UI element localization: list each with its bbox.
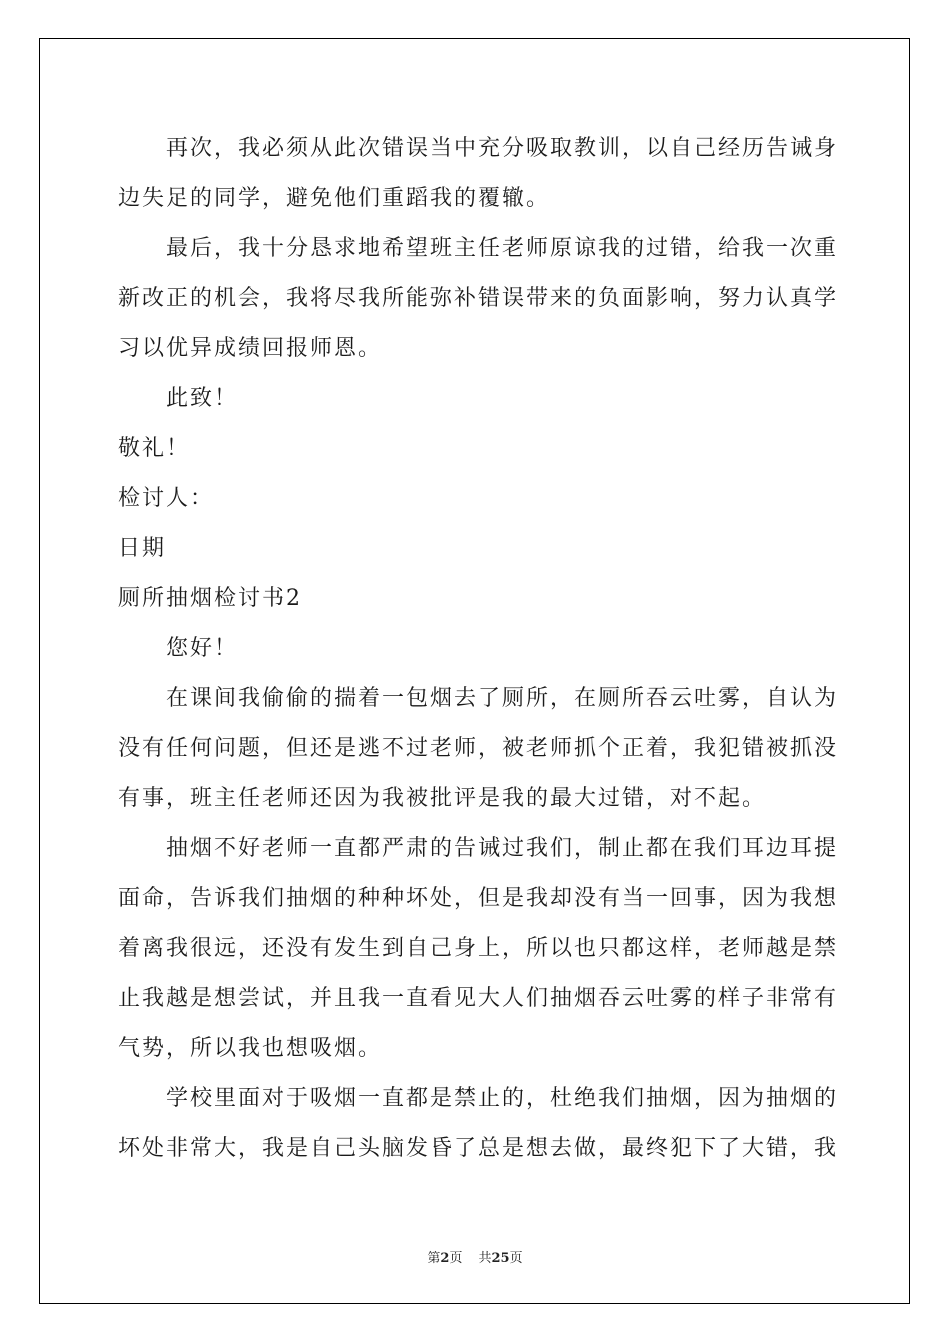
- paragraph: 在课间我偷偷的揣着一包烟去了厕所，在厕所吞云吐雾，自认为没有任何问题，但还是逃不过老师，被老师抓个正着，我犯错被抓没有事，班主任老师还因为我被批评是我的最大过错，对不起。: [118, 686, 839, 811]
- paragraph: 抽烟不好老师一直都严肃的告诫过我们，制止都在我们耳边耳提面命，告诉我们抽烟的种种坏处，但是我却没有当一回事，因为我想着离我很远，还没有发生到自己身上，所以也只都这样，老师越是禁止我越是想尝试，并且我一直看见大人们抽烟吞云吐雾的样子非常有气势，所以我也想吸烟。: [118, 836, 839, 1061]
- greeting: 您好！: [166, 636, 239, 661]
- page-suffix: 页: [449, 1251, 463, 1266]
- total-pages: 25: [491, 1251, 510, 1266]
- paragraph: 再次，我必须从此次错误当中充分吸取教训，以自己经历告诫身边失足的同学，避免他们重蹈我的覆辙。: [118, 136, 839, 211]
- page-number: 2: [440, 1251, 450, 1266]
- page-prefix: 第: [427, 1251, 441, 1266]
- section-title: 厕所抽烟检讨书2: [118, 586, 302, 611]
- page-footer: [0, 1247, 950, 1266]
- total-suffix: 页: [509, 1251, 523, 1266]
- total-prefix: 共: [478, 1251, 492, 1266]
- salutation: 敬礼！: [118, 436, 191, 461]
- document-body: [118, 124, 838, 1174]
- paragraph: 最后，我十分恳求地希望班主任老师原谅我的过错，给我一次重新改正的机会，我将尽我所能弥补错误带来的负面影响，努力认真学习以优异成绩回报师恩。: [118, 236, 839, 361]
- date-label: 日期: [118, 536, 167, 561]
- closing-phrase: 此致！: [166, 386, 239, 411]
- paragraph: 学校里面对于吸烟一直都是禁止的，杜绝我们抽烟，因为抽烟的坏处非常大，我是自己头脑发昏了总是想去做，最终犯下了大错，我: [118, 1086, 839, 1161]
- signature-label: 检讨人：: [118, 486, 215, 511]
